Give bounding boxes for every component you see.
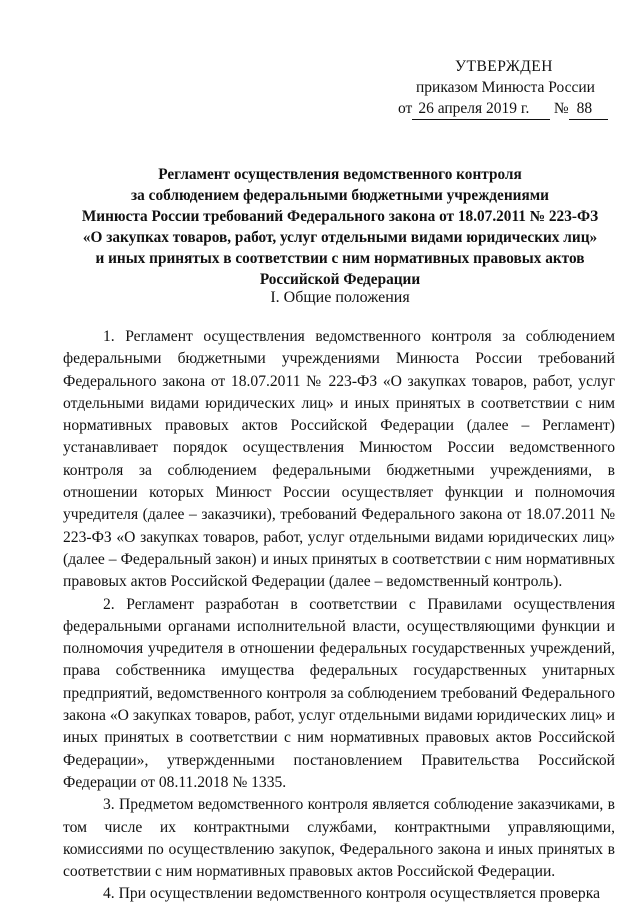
- approved-label: УТВЕРЖДЕН: [455, 58, 553, 75]
- title-line: Минюста России требований Федерального закона от 18.07.2011 № 223-ФЗ: [81, 208, 599, 225]
- paragraph-3: 3. Предметом ведомственного контроля является соблюдение заказчиками, в том числе их контрактными службами, контрактными управляющими, комиссиями по осуществлению закупок, Федерального закона и иных принятых в соответствии с ним нормативных правовых актов Российской Федерации.: [63, 796, 615, 881]
- date-prefix: от: [398, 100, 413, 117]
- document-title: [60, 164, 620, 290]
- order-date-number: [398, 98, 608, 120]
- order-number: 88: [569, 98, 608, 120]
- number-prefix: №: [553, 100, 569, 117]
- title-line: «О закупках товаров, работ, услуг отдельными видами юридических лиц»: [82, 229, 598, 246]
- title-line: за соблюдением федеральными бюджетными учреждениями: [131, 187, 549, 204]
- paragraph-1: 1. Регламент осуществления ведомственного контроля за соблюдением федеральными бюджетными учреждениями Минюста России требований Федерального закона от 18.07.2011 № 223-ФЗ «О закупках товаров, работ, услуг отдельными видами юридических лиц» и иных принятых в соответствии с ним нормативных правовых актов Российской Федерации (далее – Регламент) устанавливает порядок осуществления Минюстом России ведомственного контроля за соблюдением федеральными бюджетными учреждениями, в отношении которых Минюст России осуществляет функции и полномочия учредителя (далее – заказчики), требований Федерального закона от 18.07.2011 № 223-ФЗ «О закупках товаров, работ, услуг отдельными видами юридических лиц» (далее – Федеральный закон) и иных принятых в соответствии с ним нормативных правовых актов Российской Федерации (далее – ведомственный контроль).: [63, 328, 615, 591]
- title-line: Российской Федерации: [259, 271, 421, 288]
- order-date: 26 апреля 2019 г.: [412, 98, 549, 120]
- approval-stamp: [398, 56, 608, 120]
- order-reference: приказом Минюста России: [416, 79, 595, 96]
- paragraph-2: 2. Регламент разработан в соответствии с Правилами осуществления федеральными органами исполнительной власти, осуществляющими функции и полномочия учредителя в отношении федеральных государственных учреждений, права собственника имущества федеральных государственных унитарных предприятий, ведомственного контроля за соблюдением требований Федерального закона «О закупках товаров, работ, услуг отдельными видами юридических лиц» и иных принятых в соответствии с ним нормативных правовых актов Российской Федерации», утвержденными постановлением Правительства Российской Федерации от 08.11.2018 № 1335.: [63, 595, 615, 791]
- document-body: [63, 326, 615, 906]
- paragraph-4: 4. При осуществлении ведомственного контроля осуществляется проверка: [103, 885, 600, 903]
- title-line: и иных принятых в соответствии с ним нормативных правовых актов: [95, 250, 585, 267]
- title-line: Регламент осуществления ведомственного контроля: [158, 166, 522, 183]
- section-heading: I. Общие положения: [270, 289, 410, 306]
